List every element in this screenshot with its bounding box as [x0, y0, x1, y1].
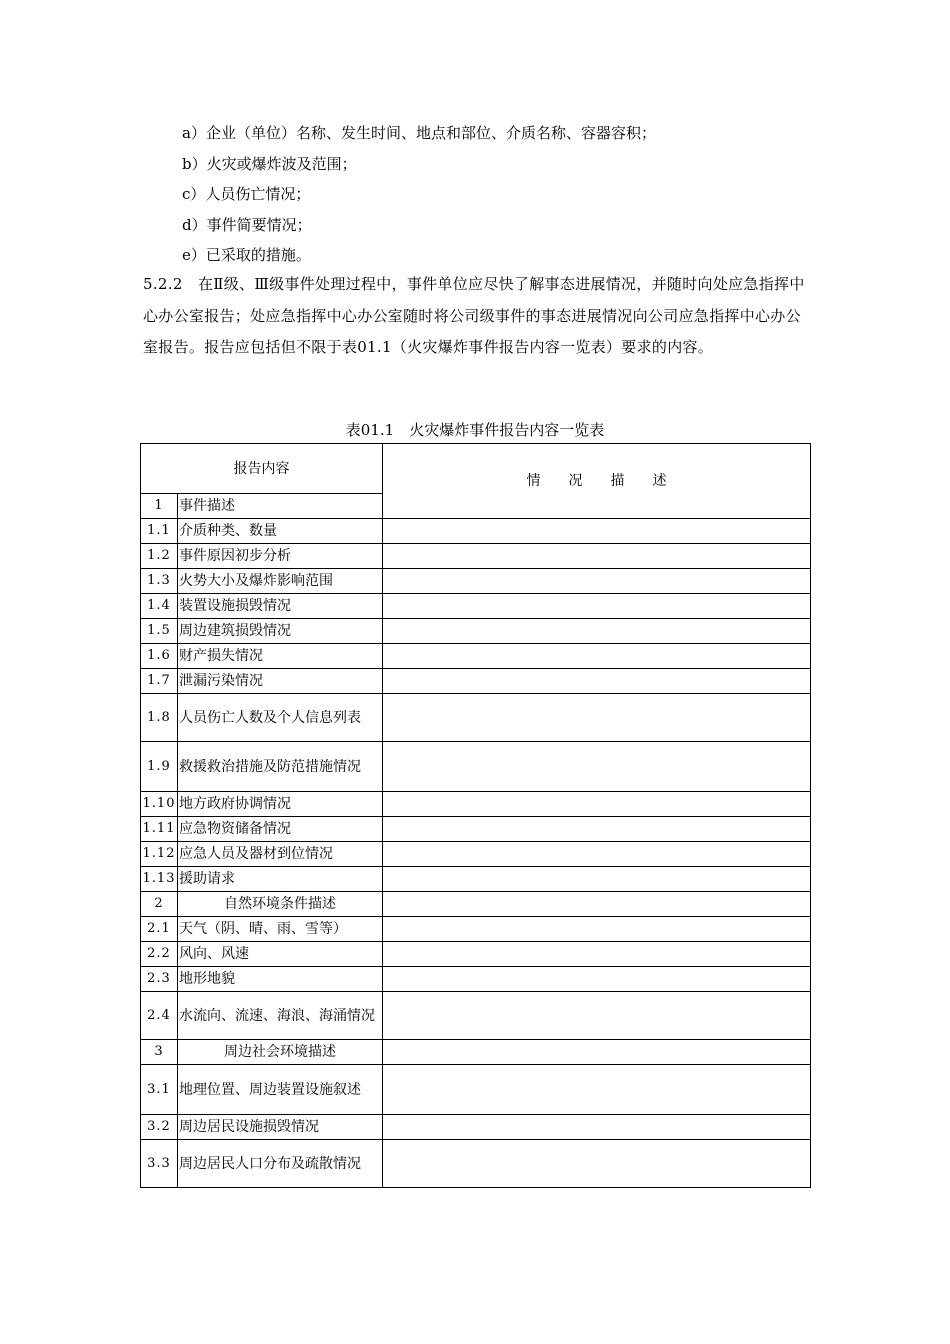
description-cell	[383, 942, 811, 967]
section-label: 自然环境条件描述	[178, 892, 383, 917]
row-number: 2.1	[141, 917, 178, 942]
description-cell	[383, 1065, 811, 1115]
list-item: d）事件简要情况；	[182, 215, 312, 234]
description-cell	[383, 842, 811, 867]
row-label: 风向、风速	[178, 942, 383, 967]
row-label: 地理位置、周边装置设施叙述	[178, 1065, 383, 1115]
row-label: 周边居民设施损毁情况	[178, 1115, 383, 1140]
description-cell	[383, 792, 811, 817]
description-cell	[383, 669, 811, 694]
row-label: 人员伤亡人数及个人信息列表	[178, 694, 383, 742]
row-number: 3.1	[141, 1065, 178, 1115]
description-cell	[383, 867, 811, 892]
section-number: 2	[141, 892, 178, 917]
row-number: 1.7	[141, 669, 178, 694]
section-label: 周边社会环境描述	[178, 1040, 383, 1065]
row-number: 1.13	[141, 867, 178, 892]
description-cell	[383, 594, 811, 619]
row-number: 3.2	[141, 1115, 178, 1140]
row-number: 1.9	[141, 742, 178, 792]
row-number: 1.11	[141, 817, 178, 842]
row-number: 1.8	[141, 694, 178, 742]
description-cell	[383, 1115, 811, 1140]
row-label: 救援救治措施及防范措施情况	[178, 742, 383, 792]
row-label: 地方政府协调情况	[178, 792, 383, 817]
row-number: 1.12	[141, 842, 178, 867]
description-cell	[383, 619, 811, 644]
row-label: 火势大小及爆炸影响范围	[178, 569, 383, 594]
row-number: 1.5	[141, 619, 178, 644]
description-cell	[383, 967, 811, 992]
row-label: 事件描述	[178, 494, 383, 519]
row-number: 2.3	[141, 967, 178, 992]
row-label: 财产损失情况	[178, 644, 383, 669]
header-description-label: 情 况 描 述	[526, 473, 667, 489]
row-label: 泄漏污染情况	[178, 669, 383, 694]
row-number: 1.3	[141, 569, 178, 594]
row-label: 周边建筑损毁情况	[178, 619, 383, 644]
row-label: 水流向、流速、海浪、海涌情况	[178, 992, 383, 1040]
row-label: 介质种类、数量	[178, 519, 383, 544]
row-number: 1.4	[141, 594, 178, 619]
row-number: 3.3	[141, 1140, 178, 1188]
description-cell	[383, 1040, 811, 1065]
description-cell	[383, 817, 811, 842]
description-cell	[383, 544, 811, 569]
description-cell	[383, 644, 811, 669]
row-number: 1	[141, 494, 178, 519]
list-item: b）火灾或爆炸波及范围；	[182, 154, 357, 173]
row-number: 1.6	[141, 644, 178, 669]
description-cell	[383, 1140, 811, 1188]
description-cell	[383, 892, 811, 917]
header-description	[383, 444, 811, 519]
header-report-content: 报告内容	[141, 444, 383, 494]
row-label: 周边居民人口分布及疏散情况	[178, 1140, 383, 1188]
section-number: 3	[141, 1040, 178, 1065]
row-number: 2.2	[141, 942, 178, 967]
description-cell	[383, 694, 811, 742]
row-label: 装置设施损毁情况	[178, 594, 383, 619]
description-cell	[383, 917, 811, 942]
list-item: c）人员伤亡情况；	[182, 185, 311, 203]
row-label: 地形地貌	[178, 967, 383, 992]
description-cell	[383, 992, 811, 1040]
row-number: 1.10	[141, 792, 178, 817]
requirement-list	[182, 118, 656, 271]
row-label: 事件原因初步分析	[178, 544, 383, 569]
table-caption: 表01.1 火灾爆炸事件报告内容一览表	[345, 421, 605, 439]
list-item: a）企业（单位）名称、发生时间、地点和部位、介质名称、容器容积；	[182, 124, 656, 142]
row-label: 援助请求	[178, 867, 383, 892]
row-label: 天气（阴、晴、雨、雪等）	[178, 917, 383, 942]
description-cell	[383, 519, 811, 544]
description-cell	[383, 569, 811, 594]
description-cell	[383, 742, 811, 792]
row-number: 1.1	[141, 519, 178, 544]
row-label: 应急物资储备情况	[178, 817, 383, 842]
list-item: e）已采取的措施。	[182, 246, 311, 264]
report-content-table	[140, 443, 811, 1188]
row-number: 1.2	[141, 544, 178, 569]
clause-paragraph: 5.2.2 在Ⅱ级、Ⅲ级事件处理过程中，事件单位应尽快了解事态进展情况，并随时向处应急指挥中心办公室报告；处应急指挥中心办公室随时将公司级事件的事态进展情况向公司应急指挥中心办公室报告。报告应包括但不限于表01.1（火灾爆炸事件报告内容一览表）要求的内容。	[143, 275, 805, 356]
row-label: 应急人员及器材到位情况	[178, 842, 383, 867]
row-number: 2.4	[141, 992, 178, 1040]
